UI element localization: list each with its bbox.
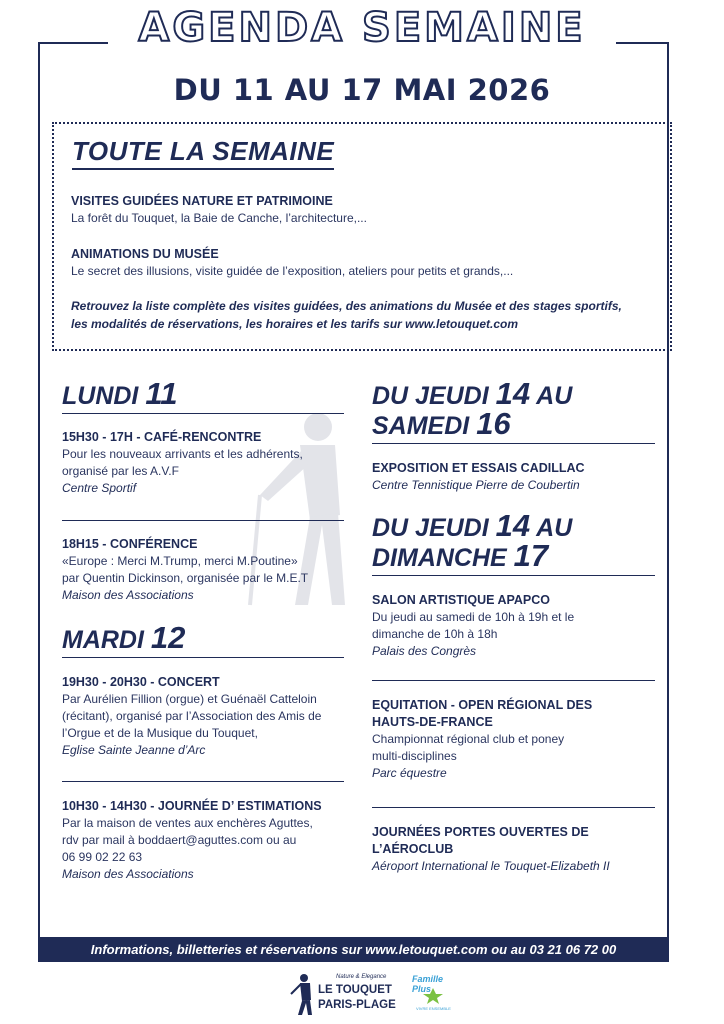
separator <box>372 807 655 808</box>
day-number: 17 <box>513 538 549 573</box>
separator <box>372 680 655 681</box>
event <box>62 798 344 883</box>
week-item-text: Le secret des illusions, visite guidée de l’exposition, ateliers pour petits et grands,... <box>71 264 514 278</box>
event-title: HAUTS-DE-FRANCE <box>372 715 493 729</box>
footer-info-bar: Informations, billetteries et réservations sur www.letouquet.com ou au 03 21 06 72 00 <box>38 937 669 962</box>
event-text: (récitant), organisé par l’Association des Amis de <box>62 709 322 723</box>
week-box <box>52 122 672 351</box>
day-heading <box>62 620 344 658</box>
event-text: rdv par mail à boddaert@aguttes.com ou au <box>62 833 297 847</box>
event-text: par Quentin Dickinson, organisée par le M.E.T <box>62 571 309 585</box>
event-place: Centre Sportif <box>62 481 137 495</box>
day-label: SAMEDI <box>372 412 477 440</box>
event-text: Par la maison de ventes aux enchères Aguttes, <box>62 816 313 830</box>
event-text: l’Orgue et de la Musique du Touquet, <box>62 726 258 740</box>
day-heading <box>372 508 655 576</box>
event-text: Pour les nouveaux arrivants et les adhérents, <box>62 447 303 461</box>
week-item <box>71 246 661 279</box>
event-place: Maison des Associations <box>62 867 194 881</box>
event-text: dimanche de 10h à 18h <box>372 627 498 641</box>
separator <box>62 781 344 782</box>
day-heading <box>372 376 655 444</box>
golfer-logo-icon <box>288 972 316 1016</box>
event-place: Eglise Sainte Jeanne d’Arc <box>62 743 206 757</box>
day-label: AU <box>530 382 573 410</box>
day-heading <box>62 376 344 414</box>
famille-plus-text: Famille Plus <box>412 974 444 994</box>
day-number: 14 <box>495 508 531 543</box>
day-number: 11 <box>145 376 178 411</box>
event <box>62 536 344 604</box>
day-label: DU JEUDI <box>372 514 496 542</box>
event <box>62 674 344 759</box>
event <box>372 824 655 875</box>
day-label: LUNDI <box>62 382 139 410</box>
event-text: 06 99 02 22 63 <box>62 850 143 864</box>
week-item-text: La forêt du Touquet, la Baie de Canche, l’architecture,... <box>71 211 367 225</box>
event-place: Centre Tennistique Pierre de Coubertin <box>372 478 580 492</box>
event-title: SALON ARTISTIQUE APAPCO <box>372 593 551 607</box>
event <box>372 697 655 782</box>
event-place: Parc équestre <box>372 766 447 780</box>
event-title: EQUITATION - OPEN RÉGIONAL DES <box>372 698 593 712</box>
event-title: 18H15 - CONFÉRENCE <box>62 537 198 551</box>
event-text: Championnat régional club et poney <box>372 732 565 746</box>
event-place: Maison des Associations <box>62 588 194 602</box>
day-label: AU <box>530 514 573 542</box>
week-note-line: les modalités de réservations, les horaires et les tarifs sur www.letouquet.com <box>71 317 519 331</box>
event-title: EXPOSITION ET ESSAIS CADILLAC <box>372 461 585 475</box>
week-note <box>71 297 661 333</box>
famille-plus-sub: VIVRE ENSEMBLE <box>416 1006 451 1011</box>
day-label: MARDI <box>62 626 144 654</box>
le-touquet-logo <box>288 972 396 1018</box>
event-text: multi-disciplines <box>372 749 457 763</box>
logo-name: PARIS-PLAGE <box>318 999 396 1011</box>
event-place: Aéroport International le Touquet-Elizabeth II <box>372 859 610 873</box>
star-logo-icon <box>420 988 446 1004</box>
logo-name: LE TOUQUET <box>318 984 392 996</box>
day-number: 12 <box>150 620 186 655</box>
event <box>372 460 655 494</box>
event <box>62 429 344 497</box>
event-title: 10H30 - 14H30 - JOURNÉE D’ ESTIMATIONS <box>62 799 322 813</box>
event <box>372 592 655 660</box>
event-text: organisé par les A.V.F <box>62 464 179 478</box>
separator <box>62 520 344 521</box>
day-number: 16 <box>476 406 511 441</box>
week-item-head: VISITES GUIDÉES NATURE ET PATRIMOINE <box>71 194 333 208</box>
event-title: 19H30 - 20H30 - CONCERT <box>62 675 220 689</box>
event-place: Palais des Congrès <box>372 644 477 658</box>
week-item-head: ANIMATIONS DU MUSÉE <box>71 247 219 261</box>
logo-tagline: Nature & Elegance <box>336 974 387 980</box>
day-number: 14 <box>495 376 531 411</box>
week-note-line: Retrouvez la liste complète des visites guidées, des animations du Musée et des stages sportifs, <box>71 299 622 313</box>
page-title: AGENDA SEMAINE <box>138 5 586 51</box>
famille-plus-logo <box>412 974 458 1020</box>
event-title: JOURNÉES PORTES OUVERTES DE <box>372 825 589 839</box>
event-text: «Europe : Merci M.Trump, merci M.Poutine» <box>62 554 298 568</box>
event-title: L’AÉROCLUB <box>372 842 454 856</box>
day-label: DIMANCHE <box>372 544 514 572</box>
week-title: TOUTE LA SEMAINE <box>72 136 334 170</box>
date-range: DU 11 AU 17 MAI 2026 <box>173 73 551 107</box>
event-title: 15H30 - 17H - CAFÉ-RENCONTRE <box>62 430 262 444</box>
event-text: Par Aurélien Fillion (orgue) et Guénaël Catteloin <box>62 692 317 706</box>
event-text: Du jeudi au samedi de 10h à 19h et le <box>372 610 575 624</box>
week-item <box>71 193 661 226</box>
day-label: DU JEUDI <box>372 382 496 410</box>
